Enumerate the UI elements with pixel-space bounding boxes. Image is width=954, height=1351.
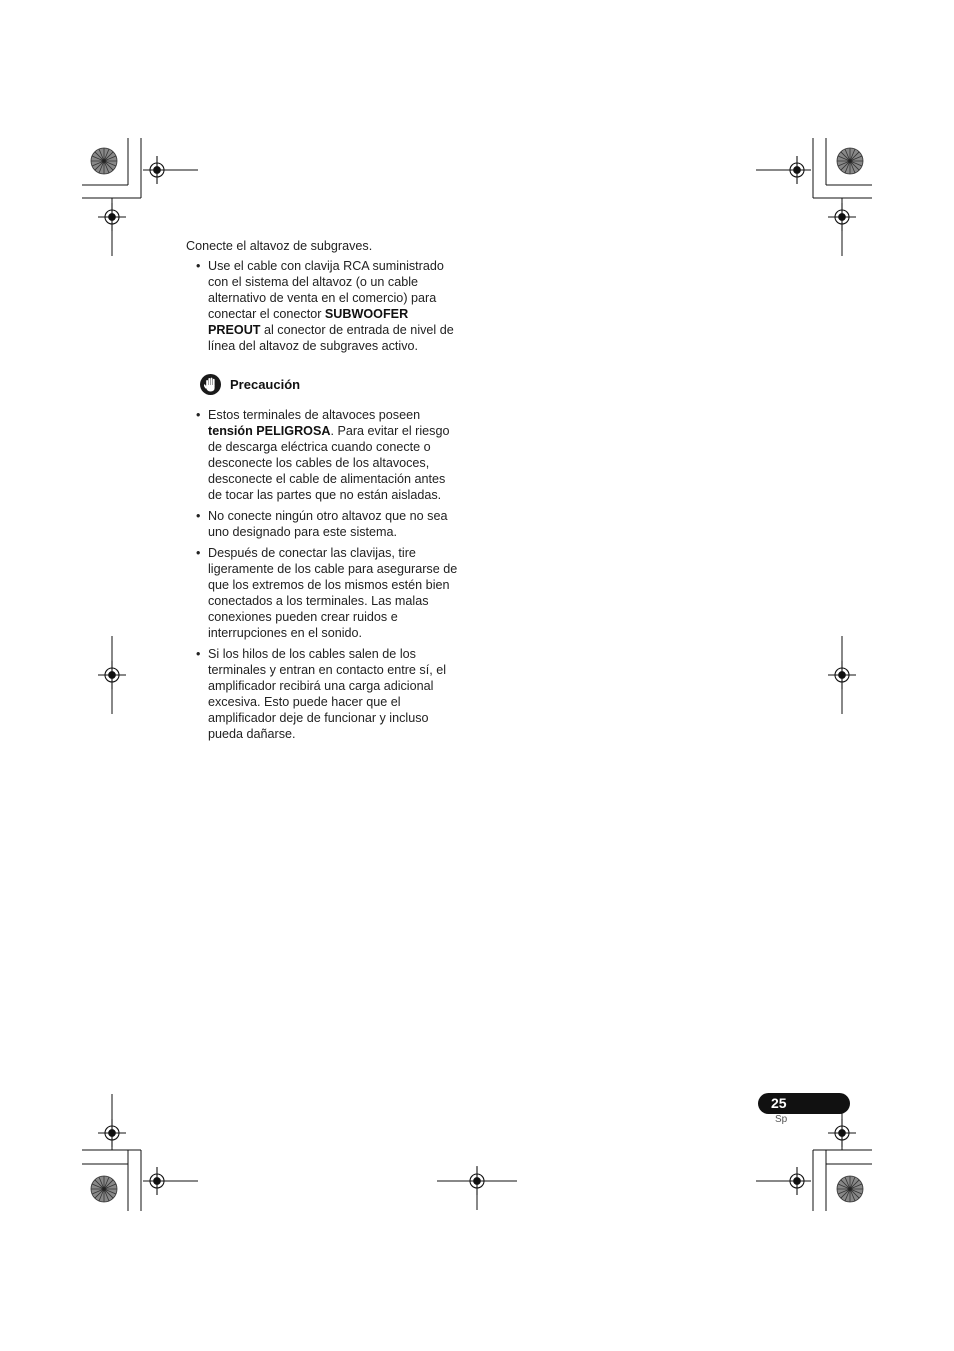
intro-text: Conecte el altavoz de subgraves. xyxy=(186,239,373,253)
warning-term: tensión PELIGROSA xyxy=(208,424,331,438)
hand-stop-icon xyxy=(200,374,221,395)
text-run: al conector de entrada de nivel de línea del altavoz de subgraves activo. xyxy=(208,323,454,353)
connector-name: SUBWOOFER PREOUT xyxy=(208,307,409,337)
caution-heading xyxy=(200,374,462,395)
manual-content xyxy=(186,238,462,747)
list-item: • No conecte ningún otro altavoz que no sea uno designado para este sistema. xyxy=(186,508,462,540)
page-number: 25 xyxy=(771,1095,787,1111)
page-language: Sp xyxy=(775,1114,788,1125)
connection-list xyxy=(186,258,462,354)
list-item xyxy=(186,258,462,354)
page-number-badge xyxy=(758,1093,850,1114)
caution-title: Precaución xyxy=(230,376,301,392)
caution-list xyxy=(186,407,462,742)
text-run: Use el cable con clavija RCA suministrado con el sistema del altavoz (o un cable alternativo de venta en el comercio) para conectar el conector xyxy=(208,259,444,321)
list-item xyxy=(186,407,462,503)
list-item: • Si los hilos de los cables salen de los terminales y entran en contacto entre sí, el amplificador recibirá una carga adicional excesiva. Esto puede hacer que el amplificador deje de funcionar y incluso pueda dañarse. xyxy=(186,646,462,742)
text-run: Estos terminales de altavoces poseen xyxy=(208,408,421,422)
text-run: . Para evitar el riesgo de descarga eléctrica cuando conecte o desconecte los cables de los altavoces, desconecte el cable de alimentación antes de tocar las partes que no están aisladas. xyxy=(208,424,450,502)
list-item: • Después de conectar las clavijas, tire ligeramente de los cable para asegurarse de que los extremos de los mismos estén bien conectados a los terminales. Las malas conexiones pueden crear ruidos e interrupciones en el sonido. xyxy=(186,545,462,641)
